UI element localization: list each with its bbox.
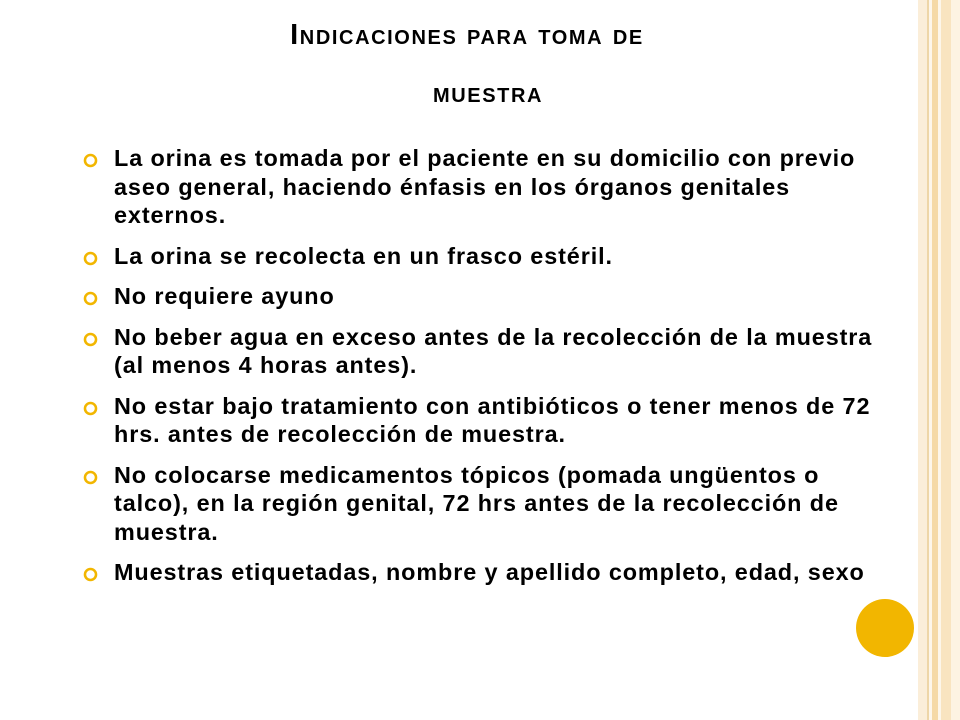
ring-bullet-icon — [82, 331, 99, 348]
bullet-text: No colocarse medicamentos tópicos (pomada ungüentos o talco), en la región genital, 72 hrs antes de la recolección de muestra. — [114, 461, 839, 545]
bullet-text: La orina es tomada por el paciente en su domicilio con previo aseo general, haciendo énfasis en los órganos genitales externos. — [114, 145, 856, 228]
bullet-item — [80, 558, 880, 587]
bullet-item — [80, 242, 880, 271]
bullet-item — [80, 144, 880, 230]
slide-title — [120, 6, 840, 122]
bullet-item — [80, 282, 880, 311]
bullet-item — [80, 392, 880, 449]
ring-bullet-icon — [82, 152, 99, 169]
ring-bullet-icon — [82, 400, 99, 417]
bullet-item — [80, 461, 880, 547]
slide-title-line-2: muestra — [432, 77, 544, 109]
bullet-item — [80, 323, 880, 380]
bullet-text: La orina se recolecta en un frasco estéril. — [114, 242, 613, 269]
bullet-text: Muestras etiquetadas, nombre y apellido completo, edad, sexo — [114, 559, 865, 585]
bullet-text: No requiere ayuno — [114, 283, 335, 309]
ring-bullet-icon — [82, 566, 99, 583]
slide-title-line-1: Indicaciones para toma de — [290, 19, 644, 51]
ring-bullet-icon — [82, 250, 99, 267]
ring-bullet-icon — [82, 290, 99, 307]
bullet-text: No estar bajo tratamiento con antibióticos o tener menos de 72 hrs. antes de recolección de muestra. — [114, 392, 871, 447]
ring-bullet-icon — [82, 469, 99, 486]
bullet-text: No beber agua en exceso antes de la recolección de la muestra (al menos 4 horas antes). — [114, 323, 873, 378]
bullet-list — [80, 144, 880, 599]
decorative-circle — [856, 599, 914, 657]
decorative-edge-stripes — [918, 0, 960, 720]
